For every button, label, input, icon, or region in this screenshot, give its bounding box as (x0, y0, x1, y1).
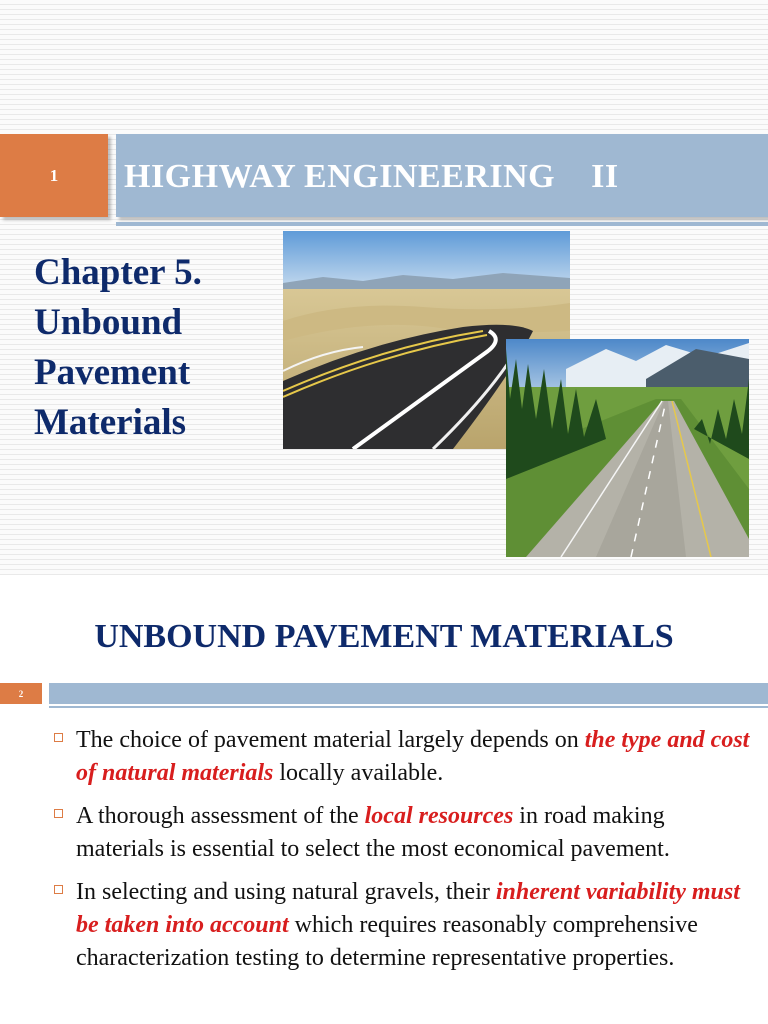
bullet-item (52, 876, 752, 975)
chapter-line: Pavement (34, 352, 191, 393)
bullet-text: in road making materials is essential to select the most economical pavement. (76, 803, 670, 862)
chapter-title (34, 248, 274, 448)
bullet-emphasis: inherent variability must be taken into account (76, 879, 740, 938)
bullet-text: which requires reasonably comprehensive characterization testing to determine representative properties. (76, 912, 698, 971)
slide-2-accent-rule (49, 706, 768, 708)
square-bullet-icon (54, 809, 63, 818)
square-bullet-icon (54, 885, 63, 894)
bullet-text: In selecting and using natural gravels, their (76, 879, 496, 905)
slide-2-title-bar (49, 683, 768, 704)
chapter-line: Chapter 5. (34, 252, 202, 293)
square-bullet-icon (54, 733, 63, 742)
bullet-item (52, 800, 752, 866)
bullet-text: The choice of pavement material largely depends on (76, 727, 585, 753)
title-main: HIGHWAY ENGINEERING (124, 158, 556, 195)
bullet-item (52, 724, 752, 790)
slide-number: 1 (49, 165, 59, 185)
bullet-emphasis: the type and cost of natural materials (76, 727, 750, 786)
chapter-line: Materials (34, 402, 187, 443)
slide-title (124, 158, 619, 196)
bullet-list (52, 724, 752, 985)
title-suffix: II (591, 158, 619, 195)
bullet-text: locally available. (273, 760, 444, 786)
chapter-line: Unbound (34, 302, 183, 343)
slide-number-badge (0, 134, 108, 217)
bullet-emphasis: local resources (364, 803, 514, 829)
slide-2-number: 2 (18, 688, 24, 699)
title-accent-rule (116, 222, 768, 226)
slide-2-number-badge (0, 683, 42, 704)
bullet-text: A thorough assessment of the (76, 803, 365, 829)
title-bar (116, 134, 768, 217)
slide-2-heading: UNBOUND PAVEMENT MATERIALS (94, 618, 674, 655)
straight-highway-photo (506, 339, 749, 557)
